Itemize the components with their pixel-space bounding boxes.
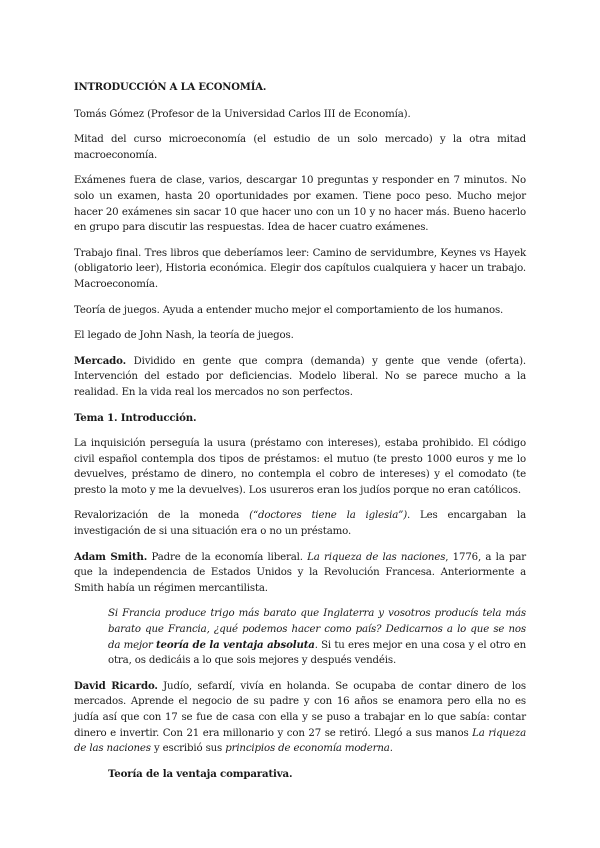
market-text: Dividido en gente que compra (demanda) y gente que vende (oferta). Intervención del estado por deficiencias. Modelo liberal. No se parece mucho a la realidad. En la vida real los mercados no son perfectos. xyxy=(74,355,526,398)
document-body xyxy=(74,80,526,792)
inquisition-paragraph: La inquisición perseguía la usura (préstamo con intereses), estaba prohibido. El código civil español contempla dos tipos de préstamos: el mutuo (te presto 1000 euros y me lo devuelves, préstamo de dinero, no contempla el cobro de intereses) y el comodato (te presto la moto y me la devuelves). Los usureros eran los judíos porque no eran católicos. xyxy=(74,438,526,496)
nash-paragraph: El legado de John Nash, la teoría de juegos. xyxy=(74,330,294,342)
ricardo-name: David Ricardo. xyxy=(74,679,158,692)
game-theory-paragraph: Teoría de juegos. Ayuda a entender mucho mejor el comportamiento de los humanos. xyxy=(74,304,504,316)
ricardo-book1: La riqueza de las naciones xyxy=(74,727,526,755)
smith-name: Adam Smith. xyxy=(74,550,148,563)
quote-bold: teoría de la ventaja absoluta xyxy=(155,638,315,651)
ricardo-text1: Judío, sefardí, vivía en holanda. Se ocupaba de contar dinero de los mercados. Aprende el negocio de su padre y con 16 años se enamora pero ella no es judía así que con 17 se fue de casa con ella y se puso a trabajar en lo que sabía: contar dinero e invertir. Con 21 era millonario y con 27 se retiró. Llegó a sus manos xyxy=(74,680,526,739)
final-work-paragraph: Trabajo final. Tres libros que deberíamos leer: Camino de servidumbre, Keynes vs Hayek (obligatorio leer), Historia económica. Elegir dos capítulos cualquiera y hacer un trabajo. Macroeconomía. xyxy=(74,247,526,290)
ricardo-text2: y escribió sus xyxy=(150,743,226,755)
author-line: Tomás Gómez (Profesor de la Universidad Carlos III de Economía). xyxy=(74,108,411,120)
revaluation-italic: (“doctores tiene la iglesia”) xyxy=(249,510,408,522)
tema1-heading: Tema 1. Introducción. xyxy=(74,411,197,424)
revaluation-paragraph xyxy=(74,508,526,539)
ricardo-book2: principios de economía moderna xyxy=(225,743,390,755)
market-term: Mercado. xyxy=(74,354,127,367)
ricardo-paragraph xyxy=(74,679,526,757)
smith-text2: , 1776, a la par que la independencia de Estados Unidos y la Revolución Francesa. Anteriormente a Smith había un régimen mercantilista. xyxy=(74,551,526,594)
ricardo-text3: . xyxy=(389,743,393,755)
revaluation-after: . Les encargaban la investigación de si una situación era o no un préstamo. xyxy=(74,510,527,538)
smith-quote xyxy=(108,606,526,668)
exams-paragraph: Exámenes fuera de clase, varios, descargar 10 preguntas y responder en 7 minutos. No solo un examen, hasta 20 oportunidades por examen. Tiene poco peso. Mucho mejor hacer 20 exámenes sin sacar 10 que hacer uno con un 10 y no hacer más. Bueno hacerlo en grupo para discutir las respuestas. Idea de hacer cuatro exámenes. xyxy=(74,175,526,234)
smith-paragraph xyxy=(74,550,526,597)
quote-after: . Si tu eres mejor en una cosa y el otro en otra, os dedicáis a lo que sois mejores y después vendéis. xyxy=(108,639,526,667)
smith-text1: Padre de la economía liberal. xyxy=(147,551,308,563)
comparative-heading: Teoría de la ventaja comparativa. xyxy=(108,767,293,780)
revaluation-before: Revalorización de la moneda xyxy=(74,510,250,522)
quote-italic: Si Francia produce trigo más barato que Inglaterra y vosotros producís tela más barato que Francia, ¿qué podemos hacer como país? Dedicarnos a lo que se nos da mejor xyxy=(108,608,526,651)
course-paragraph: Mitad del curso microeconomía (el estudio de un solo mercado) y la otra mitad macroeconomía. xyxy=(74,134,526,161)
smith-book: La riqueza de las naciones xyxy=(307,551,446,563)
market-paragraph xyxy=(74,354,526,401)
document-title: INTRODUCCIÓN A LA ECONOMÍA. xyxy=(74,82,267,93)
